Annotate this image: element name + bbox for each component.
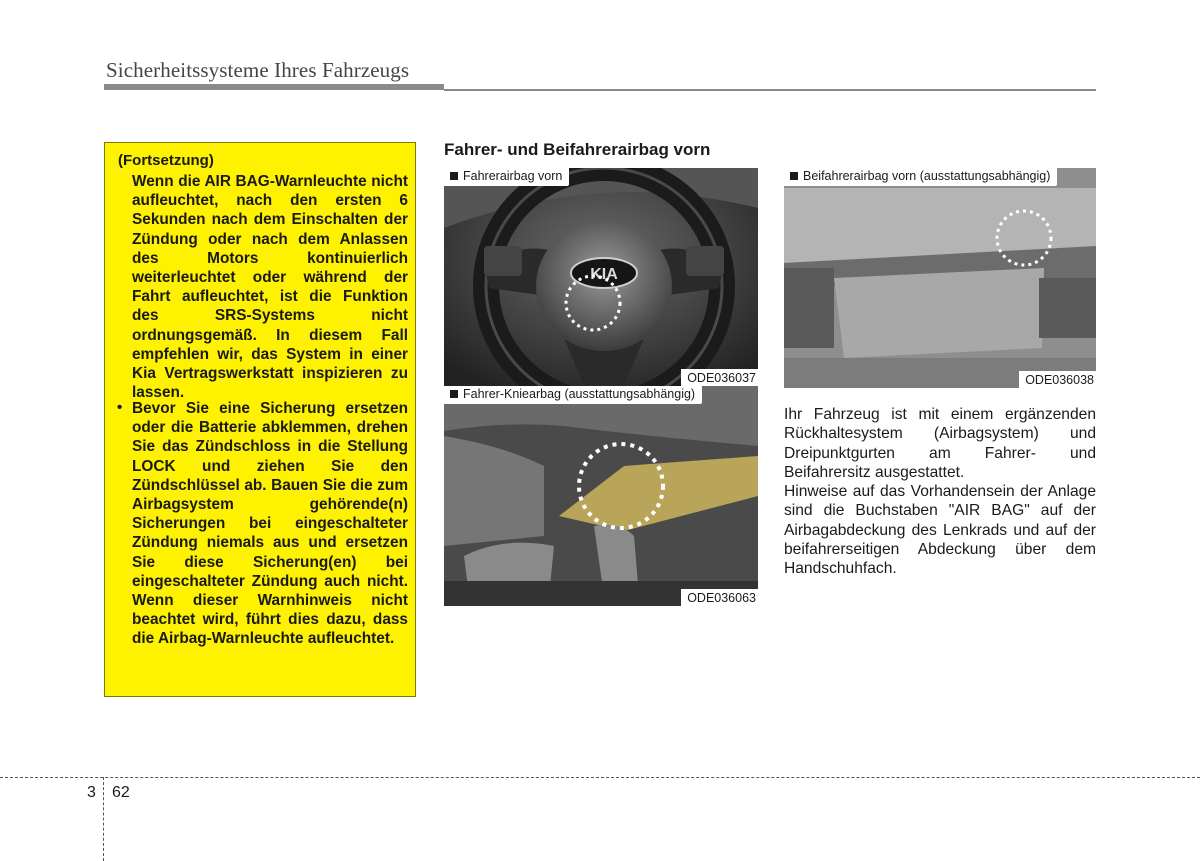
body-paragraph: Hinweise auf das Vorhandensein der Anlage sind die Buchstaben "AIR BAG" auf der Airbagabdeckung des Lenkrads und auf der beifahrerseitigen Abdeckung über dem Handschuhfach. (784, 483, 1096, 578)
page-header-title: Sicherheitssysteme Ihres Fahrzeugs (106, 58, 410, 82)
square-bullet-icon (450, 390, 458, 398)
header-rule-thin (444, 89, 1096, 91)
page-number: 62 (112, 784, 130, 801)
warning-box (104, 142, 416, 697)
steering-wheel-illustration (444, 168, 758, 386)
square-bullet-icon (450, 172, 458, 180)
figure-label: Beifahrerairbag vorn (ausstattungsabhängig) (784, 168, 1057, 186)
knee-airbag-illustration (444, 386, 758, 606)
footer-rule (0, 777, 1200, 778)
square-bullet-icon (790, 172, 798, 180)
chapter-number: 3 (87, 784, 96, 801)
warning-paragraph: Wenn die AIR BAG-Warnleuchte nicht aufleuchtet, nach den ersten 6 Sekunden nach dem Einschalten der Zündung oder nach dem Anlassen des Motors kontinuierlich weiterleuchtet oder während der Fahrt aufleuchtet, ist die Funktion des SRS-Systems nicht ordnungsgemäß. In diesem Fall empfehlen wir, das System in einer Kia Vertragswerkstatt inspizieren zu lassen. (132, 173, 408, 402)
dashboard-illustration (784, 168, 1096, 388)
footer-vertical-rule (103, 777, 104, 861)
figure-code: ODE036038 (1019, 371, 1096, 388)
figure-label: Fahrerairbag vorn (444, 168, 569, 186)
figure-passenger-airbag (784, 168, 1096, 388)
body-text (784, 405, 1096, 579)
figure-knee-airbag (444, 386, 758, 606)
figure-code: ODE036063 (681, 589, 758, 606)
figure-label: Fahrer-Kniearbag (ausstattungsabhängig) (444, 386, 702, 404)
figure-code: ODE036037 (681, 369, 758, 386)
section-heading: Fahrer- und Beifahrerairbag vorn (444, 140, 711, 159)
warning-bullet-text: Bevor Sie eine Sicherung ersetzen oder die Batterie abklemmen, drehen Sie das Zündschloss in die Stellung LOCK und ziehen Sie den Zündschlüssel ab. Bauen Sie die zum Airbagsystem gehörende(n) Sicherungen bei eingeschalteter Zündung niemals aus und ersetzen Sie diese Sicherung(en) bei eingeschalteter Zündung auch nicht. Wenn dieser Warnhinweis nicht beachtet wird, führt dies dazu, dass die Airbag-Warnleuchte aufleuchtet. (132, 400, 408, 648)
header-rule-thick (104, 84, 444, 90)
body-paragraph: Ihr Fahrzeug ist mit einem ergänzenden Rückhaltesystem (Airbagsystem) und Dreipunktgurten am Fahrer- und Beifahrersitz ausgestattet. (784, 406, 1096, 481)
kia-logo: KIA (590, 266, 618, 283)
bullet-marker: • (117, 399, 123, 416)
warning-heading: (Fortsetzung) (118, 152, 214, 169)
figure-driver-airbag (444, 168, 758, 386)
